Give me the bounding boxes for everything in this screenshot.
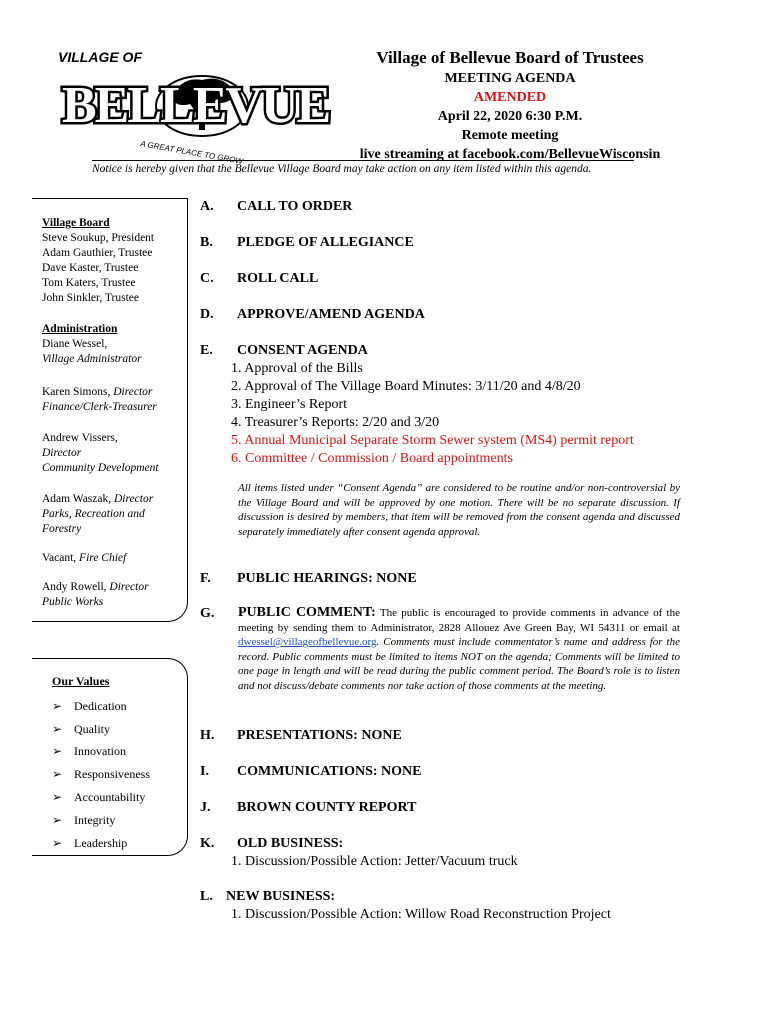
staff-title: Director — [114, 493, 154, 505]
staff-name: Andy Rowell, — [42, 581, 110, 593]
staff-dept: Community Development — [42, 462, 159, 474]
agenda-item-b — [200, 235, 414, 251]
village-board-block — [42, 216, 187, 306]
item-title: CALL TO ORDER — [237, 199, 353, 214]
item-title: NEW BUSINESS: — [226, 889, 336, 904]
agenda-item-d — [200, 307, 425, 323]
values-panel — [32, 658, 188, 856]
board-title: Village of Bellevue Board of Trustees — [376, 48, 644, 67]
item-title: PUBLIC HEARINGS: NONE — [237, 571, 417, 586]
value-item — [52, 786, 187, 809]
item-title: PUBLIC COMMENT: — [238, 605, 376, 620]
logo-tagline: A GREAT PLACE TO GROW — [139, 139, 244, 167]
meeting-agenda-label: MEETING AGENDA — [444, 71, 576, 86]
header-divider — [92, 160, 634, 161]
value-item — [52, 695, 187, 718]
board-member: Adam Gauthier, Trustee — [42, 247, 153, 259]
consent-agenda-note: All items listed under “Consent Agenda” are considered to be routine and/or non-controversial by the Village Board and will be approved by one motion. There will be no separate discussion. If discussion is desired by members, that item will be removed from the consent agenda and discussed separately immediately after consent agenda approval. — [238, 482, 680, 538]
administration-block — [42, 322, 187, 367]
consent-item-added: 5. Annual Municipal Separate Storm Sewer system (MS4) permit report — [231, 433, 634, 448]
village-board-heading: Village Board — [42, 217, 110, 229]
item-title: APPROVE/AMEND AGENDA — [237, 307, 425, 322]
administrator-email-link[interactable]: dwessel@villageofbellevue.org — [238, 636, 377, 649]
agenda-item-a — [200, 199, 352, 215]
consent-item: 1. Approval of the Bills — [231, 361, 363, 376]
item-letter: D. — [200, 307, 214, 322]
consent-item-added: 6. Committee / Commission / Board appointments — [231, 451, 513, 466]
logo-name-text: BELLEVUE — [62, 77, 330, 134]
agenda-header — [330, 47, 690, 164]
item-letter: C. — [200, 271, 214, 286]
board-member: Tom Katers, Trustee — [42, 277, 136, 289]
consent-item: 4. Treasurer’s Reports: 2/20 and 3/20 — [231, 415, 440, 430]
agenda-item-l — [200, 889, 335, 905]
arrow-bullet-icon: ➢ — [52, 790, 63, 805]
staff-name: Vacant, — [42, 552, 80, 564]
community-director — [42, 431, 187, 476]
staff-title: Director — [109, 581, 149, 593]
item-letter: E. — [200, 343, 213, 358]
board-member: Dave Kaster, Trustee — [42, 262, 139, 274]
item-letter: L. — [200, 889, 213, 904]
agenda-item-c — [200, 271, 318, 287]
board-member: Steve Soukup, President — [42, 232, 155, 244]
arrow-bullet-icon: ➢ — [52, 812, 63, 827]
value-item — [52, 741, 187, 764]
value-label: Integrity — [74, 812, 116, 827]
amended-label: AMENDED — [473, 90, 547, 105]
value-label: Dedication — [74, 698, 127, 713]
item-title: CONSENT AGENDA — [237, 343, 368, 358]
public-comment-instructions: The public is encouraged to provide comments in advance of the meeting by sending them to Administrator, 2828 Allouez Ave Green Bay, WI 54311 or email at — [238, 607, 680, 634]
arrow-bullet-icon: ➢ — [52, 698, 63, 713]
staff-dept: Parks, Recreation and — [42, 508, 145, 520]
staff-name: Adam Waszak, — [42, 493, 114, 505]
fire-chief — [42, 551, 187, 566]
stream-info: live streaming at facebook.com/BellevueWisconsin — [359, 147, 661, 162]
staff-name: Karen Simons, — [42, 386, 114, 398]
item-title: COMMUNICATIONS: NONE — [237, 764, 422, 779]
item-letter: H. — [200, 728, 215, 743]
public-comment-rules: . Comments must include commentator’s name and address for the record. Public comments must be limited to items NOT on the agenda; Comments will be limited to one page in length and will be read during the public comment period. The Board’s role is to listen and not discuss/debate comments nor take action of those comments at the meeting. — [238, 636, 680, 692]
item-letter: J. — [200, 800, 211, 815]
staff-dept: Forestry — [42, 523, 82, 535]
notice-text: Notice is hereby given that the Bellevue Village Board may take action on any item listed within this agenda. — [92, 163, 592, 175]
agenda-item-j — [200, 800, 416, 816]
meeting-datetime: April 22, 2020 6:30 P.M. — [437, 109, 583, 124]
agenda-item-f — [200, 571, 417, 587]
item-title: BROWN COUNTY REPORT — [237, 800, 417, 815]
board-member: John Sinkler, Trustee — [42, 292, 139, 304]
staff-dept: Public Works — [42, 596, 104, 608]
item-letter: G. — [200, 606, 215, 621]
item-title: PRESENTATIONS: NONE — [237, 728, 402, 743]
item-title: ROLL CALL — [237, 271, 319, 286]
arrow-bullet-icon: ➢ — [52, 767, 63, 782]
item-title: PLEDGE OF ALLEGIANCE — [237, 235, 414, 250]
item-letter: B. — [200, 235, 213, 250]
item-title: OLD BUSINESS: — [237, 836, 344, 851]
value-item — [52, 763, 187, 786]
parks-director — [42, 492, 187, 537]
value-item — [52, 832, 187, 855]
value-label: Responsiveness — [74, 767, 150, 782]
value-item — [52, 809, 187, 832]
arrow-bullet-icon: ➢ — [52, 744, 63, 759]
village-logo — [52, 46, 330, 167]
value-item — [52, 718, 187, 741]
agenda-item-k — [200, 836, 343, 852]
administration-heading: Administration — [42, 323, 118, 335]
agenda-item-h — [200, 728, 402, 744]
value-label: Leadership — [74, 835, 128, 850]
value-label: Quality — [74, 721, 110, 736]
value-label: Accountability — [74, 790, 146, 805]
staff-dept: Finance/Clerk-Treasurer — [42, 401, 157, 413]
value-label: Innovation — [74, 744, 126, 759]
values-heading: Our Values — [52, 674, 110, 688]
staff-title: Director — [42, 447, 82, 459]
agenda-item-i — [200, 764, 421, 780]
item-letter: I. — [200, 764, 209, 779]
logo-top-text: VILLAGE OF — [58, 49, 142, 65]
meeting-location: Remote meeting — [461, 128, 559, 143]
public-works-director — [42, 580, 187, 610]
arrow-bullet-icon: ➢ — [52, 835, 63, 850]
consent-item: 2. Approval of The Village Board Minutes: 3/11/20 and 4/8/20 — [231, 379, 581, 394]
agenda-item-e — [200, 343, 368, 359]
arrow-bullet-icon: ➢ — [52, 721, 63, 736]
old-business-item: 1. Discussion/Possible Action: Jetter/Vacuum truck — [231, 854, 518, 869]
officials-panel — [32, 198, 188, 622]
admin-title: Village Administrator — [42, 353, 142, 365]
staff-title: Director — [113, 386, 153, 398]
new-business-item: 1. Discussion/Possible Action: Willow Road Reconstruction Project — [231, 907, 611, 922]
finance-director — [42, 385, 187, 415]
consent-item: 3. Engineer’s Report — [231, 397, 347, 412]
item-letter: A. — [200, 199, 214, 214]
item-letter: F. — [200, 571, 211, 586]
public-comment-text — [238, 606, 680, 694]
admin-name: Diane Wessel, — [42, 338, 108, 350]
agenda-item-g-letter — [200, 606, 237, 622]
staff-title: Fire Chief — [79, 552, 127, 564]
item-letter: K. — [200, 836, 215, 851]
staff-name: Andrew Vissers, — [42, 432, 118, 444]
